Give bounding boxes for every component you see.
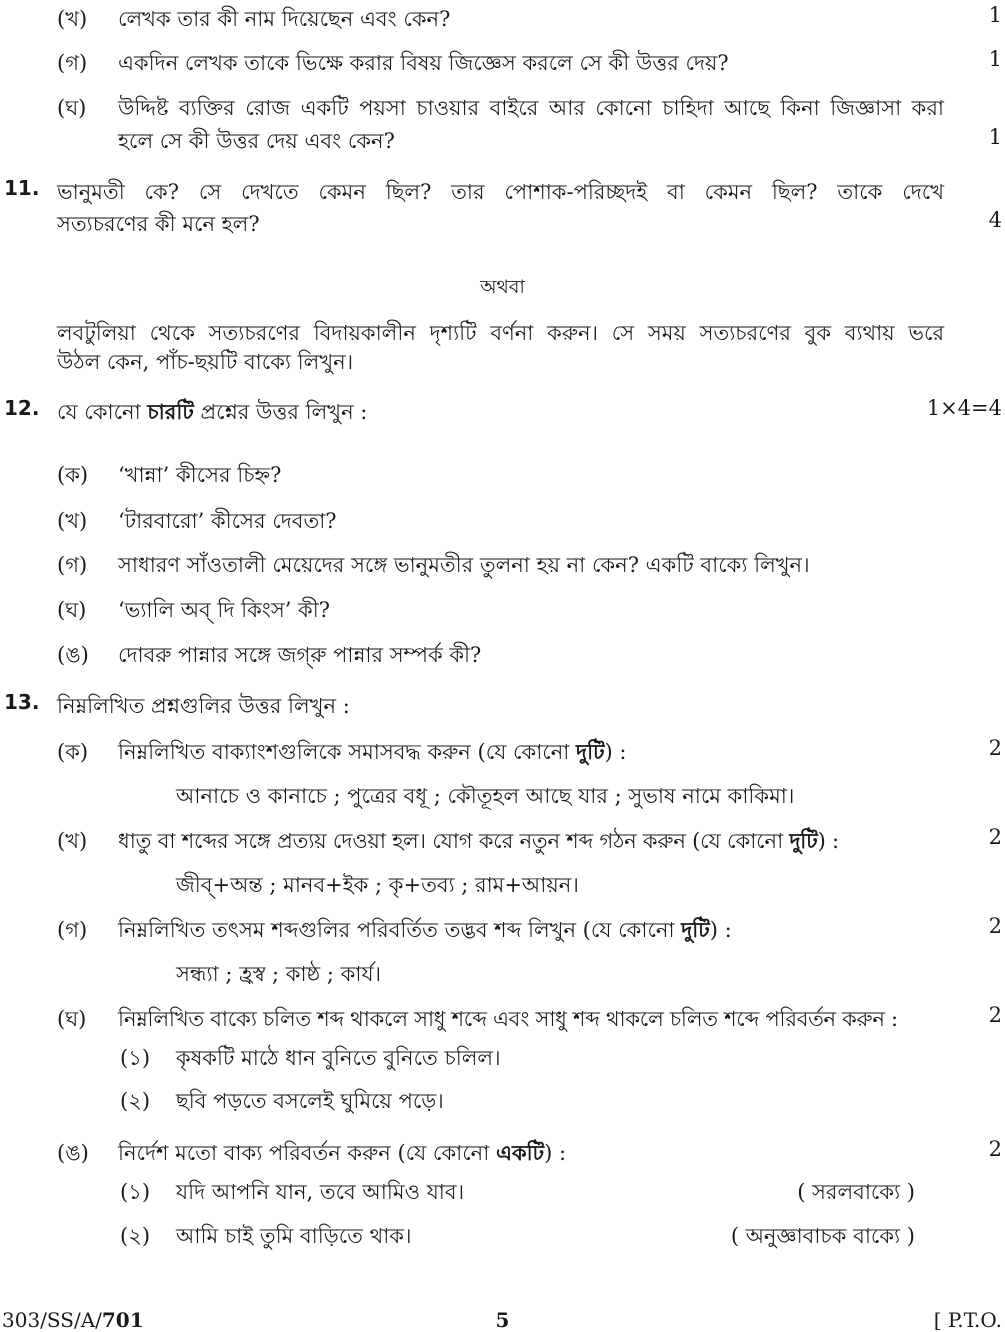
pto-note: [ P.T.O.: [933, 1308, 1002, 1332]
q13-gha-sub-label: (২): [120, 1089, 151, 1113]
q10-gha-marks: 1: [988, 125, 1002, 149]
q13-nga-text: নির্দেশ মতো বাক্য পরিবর্তন করুন (যে কোনো একটি) :: [118, 1140, 567, 1165]
q12-item-label: (খ): [57, 509, 88, 533]
q12-item-text: ‘ভ্যালি অব্ দি কিংস’ কী?: [118, 598, 331, 622]
q13-ka-label: (ক): [57, 740, 89, 764]
q10-kha-text: লেখক তার কী নাম দিয়েছেন এবং কেন?: [118, 7, 451, 31]
q13-ka-marks: 2: [988, 736, 1002, 760]
q13-gha-text: নিম্নলিখিত বাক্যে চলিত শব্দ থাকলে সাধু শব্দে এবং সাধু শব্দ থাকলে চলিত শব্দে পরিবর্তন করুন :: [118, 1007, 898, 1031]
q12-item-label: (ঘ): [57, 598, 87, 622]
q11-marks: 4: [988, 208, 1002, 232]
q13-ka-example: আনাচে ও কানাচে ; পুত্রের বধূ ; কৌতূহল আছে যার ; সুভাষ নামে কাকিমা।: [176, 784, 795, 808]
q12-item-label: (ক): [57, 463, 89, 487]
q12-item-text: ‘টারবারো’ কীসের দেবতা?: [118, 509, 337, 533]
q12-item-text: সাধারণ সাঁওতালী মেয়েদের সঙ্গে ভানুমতীর তুলনা হয় না কেন? একটি বাক্যে লিখুন।: [118, 553, 810, 577]
q11-line1: ভানুমতী কে? সে দেখতে কেমন ছিল? তার পোশাক-পরিচ্ছদই বা কেমন ছিল? তাকে দেখে: [57, 180, 944, 204]
q10-ga-label: (গ): [57, 51, 88, 75]
q11-alt-line1: লবটুলিয়া থেকে সত্যচরণের বিদায়কালীন দৃশ্যটি বর্ণনা করুন। সে সময় সত্যচরণের বুক ব্যথায় ভরে: [57, 321, 944, 345]
q13-gha-label: (ঘ): [57, 1007, 87, 1031]
q13-ga-example: সন্ধ্যা ; হ্রস্ব ; কাষ্ঠ ; কার্য।: [176, 962, 382, 986]
q11-alt-line2: উঠল কেন, পাঁচ-ছয়টি বাক্যে লিখুন।: [57, 350, 354, 374]
q10-kha-label: (খ): [57, 7, 88, 31]
q13-gha-sub-text: কৃষকটি মাঠে ধান বুনিতে বুনিতে চলিল।: [176, 1046, 501, 1070]
q13-ga-text: নিম্নলিখিত তৎসম শব্দগুলির পরিবর্তিত তদ্ভব শব্দ লিখুন (যে কোনো দুটি) :: [118, 917, 732, 942]
q13-ga-label: (গ): [57, 918, 88, 942]
q11-number: 11.: [4, 176, 40, 200]
q12-item-label: (গ): [57, 553, 88, 577]
q13-nga-label: (ঙ): [57, 1141, 89, 1165]
q13-nga-sub-hint: ( সরলবাক্যে ): [797, 1180, 915, 1204]
q11-line2: সত্যচরণের কী মনে হল?: [57, 212, 260, 236]
q13-nga-sub-label: (১): [120, 1180, 151, 1204]
q13-gha-sub-text: ছবি পড়তে বসলেই ঘুমিয়ে পড়ে।: [176, 1089, 444, 1113]
q12-number: 12.: [4, 396, 40, 420]
q13-instruction: নিম্নলিখিত প্রশ্নগুলির উত্তর লিখুন :: [57, 694, 350, 718]
q10-ga-text: একদিন লেখক তাকে ভিক্ষে করার বিষয় জিজ্ঞেস করলে সে কী উত্তর দেয়?: [118, 51, 729, 75]
paper-code: 303/SS/A/701: [2, 1308, 144, 1332]
q10-gha-label: (ঘ): [57, 96, 87, 120]
q10-gha-line2: হলে সে কী উত্তর দেয় এবং কেন?: [118, 129, 395, 153]
q10-ga-marks: 1: [988, 47, 1002, 71]
q11-or: অথবা: [480, 276, 525, 298]
q12-instruction: যে কোনো চারটি প্রশ্নের উত্তর লিখুন :: [57, 399, 368, 424]
q13-ka-text: নিম্নলিখিত বাক্যাংশগুলিকে সমাসবদ্ধ করুন (যে কোনো দুটি) :: [118, 739, 627, 764]
q13-nga-sub-text: যদি আপনি যান, তবে আমিও যাব।: [176, 1180, 465, 1204]
q13-kha-text: ধাতু বা শব্দের সঙ্গে প্রত্যয় দেওয়া হল। যোগ করে নতুন শব্দ গঠন করুন (যে কোনো দুটি) :: [118, 828, 839, 853]
q13-kha-marks: 2: [988, 825, 1002, 849]
page-number: 5: [495, 1308, 510, 1332]
q13-nga-marks: 2: [988, 1137, 1002, 1161]
q10-kha-marks: 1: [988, 3, 1002, 27]
q10-gha-line1: উদ্দিষ্ট ব্যক্তির রোজ একটি পয়সা চাওয়ার বাইরে আর কোনো চাহিদা আছে কিনা জিজ্ঞাসা করা: [118, 96, 944, 120]
q12-item-text: ‘খান্না’ কীসের চিহ্ন?: [118, 463, 282, 487]
q12-marks: 1×4=4: [926, 396, 1002, 420]
q13-number: 13.: [4, 690, 40, 714]
q13-nga-sub-text: আমি চাই তুমি বাড়িতে থাক।: [176, 1224, 412, 1248]
q13-ga-marks: 2: [988, 914, 1002, 938]
q13-gha-sub-label: (১): [120, 1046, 151, 1070]
q12-item-label: (ঙ): [57, 643, 89, 667]
q13-kha-example: জীব্+অন্ত ; মানব+ইক ; কৃ+তব্য ; রাম+আয়ন।: [176, 873, 579, 897]
q13-nga-sub-hint: ( অনুজ্ঞাবাচক বাক্যে ): [730, 1224, 915, 1248]
q13-gha-marks: 2: [988, 1003, 1002, 1027]
q13-nga-sub-label: (২): [120, 1224, 151, 1248]
q12-item-text: দোবরু পান্নার সঙ্গে জগ্‌রু পান্নার সম্পর্ক কী?: [118, 643, 482, 667]
q13-kha-label: (খ): [57, 829, 88, 853]
